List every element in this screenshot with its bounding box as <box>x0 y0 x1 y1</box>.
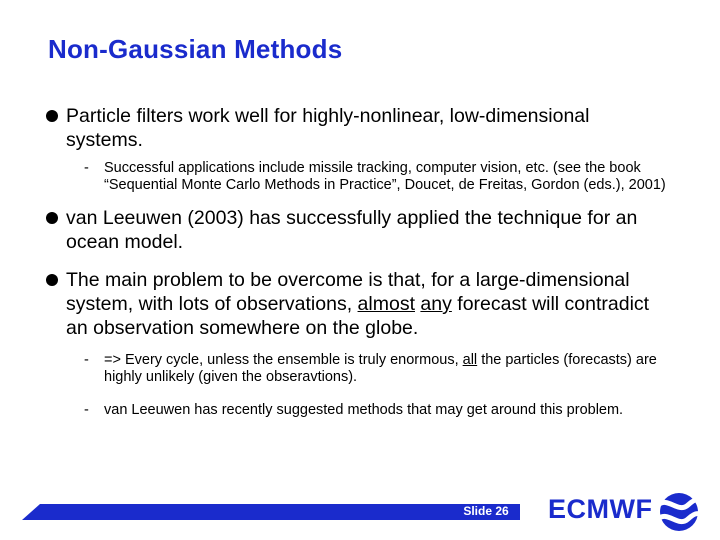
sub-bullet-text: Successful applications include missile tracking, computer vision, etc. (see the book “Sequential Monte Carlo Methods in Practice”, Doucet, de Freitas, Gordon (eds.), 2001) <box>104 160 666 193</box>
bullet-dot-icon <box>46 110 58 122</box>
dash-icon: - <box>84 402 89 418</box>
slide-content <box>46 104 666 419</box>
bullet-text-part-a: The main problem to be overcome is that, for a large-dimensional system, with lots of observations, <box>66 269 630 315</box>
slide-number: Slide 26 <box>463 504 509 518</box>
sub-bullet-every-cycle <box>46 352 666 386</box>
bullet-main-problem <box>46 268 666 340</box>
ecmwf-logo-text: ECMWF <box>548 494 653 524</box>
sub-text-part-a: => Every cycle, unless the ensemble is truly enormous, <box>104 352 459 368</box>
bullet-dot-icon <box>46 212 58 224</box>
bullet-van-leeuwen <box>46 206 666 254</box>
sub-bullet-applications <box>46 160 666 194</box>
ecmwf-logo-icon <box>654 490 704 534</box>
bullet-dot-icon <box>46 274 58 286</box>
footer-bar-shape <box>22 504 520 520</box>
sub-text-part-b: the particles (forecasts) are highly unlikely (given the obseravtions). <box>104 352 657 385</box>
bullet-text-part-b: forecast will contradict an observation somewhere on the globe. <box>66 293 650 339</box>
underlined-word-almost: almost <box>357 293 415 315</box>
bullet-text: Particle filters work well for highly-nonlinear, low-dimensional systems. <box>66 105 590 151</box>
slide-title: Non-Gaussian Methods <box>48 34 343 64</box>
sub-bullet-suggested-methods <box>46 402 666 419</box>
dash-icon: - <box>84 352 89 368</box>
bullet-text: van Leeuwen (2003) has successfully applied the technique for an ocean model. <box>66 207 638 253</box>
underlined-word-all: all <box>462 352 478 368</box>
underlined-word-any: any <box>420 293 452 315</box>
dash-icon: - <box>84 160 89 176</box>
bullet-particle-filters <box>46 104 666 152</box>
sub-bullet-text: van Leeuwen has recently suggested methods that may get around this problem. <box>104 402 624 418</box>
